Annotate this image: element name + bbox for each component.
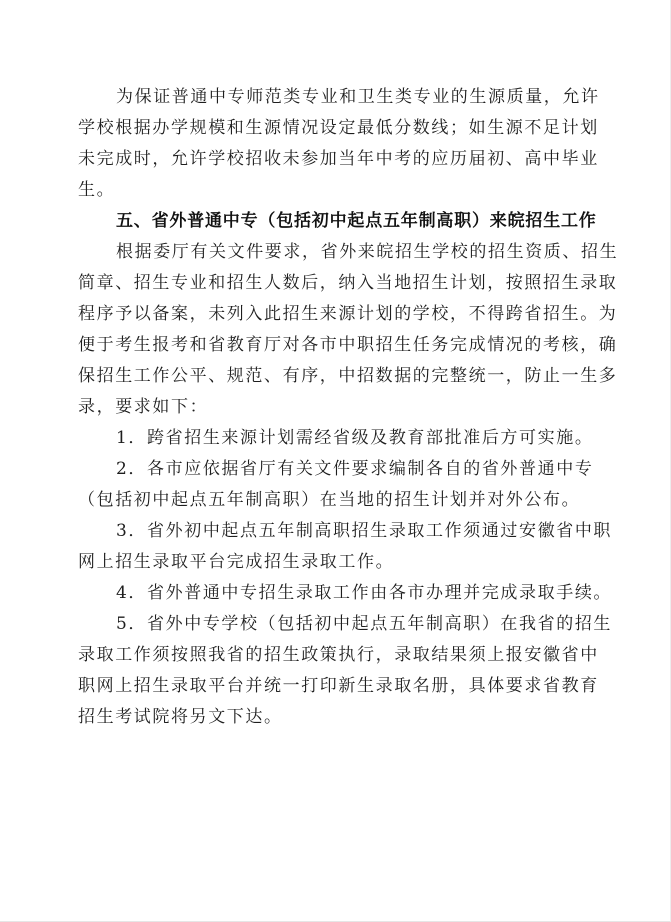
paragraph-line: 录，要求如下： [78,397,209,417]
list-item-continuation: 录取工作须按照我省的招生政策执行，录取结果须上报安徽省中 [78,645,599,665]
list-item-continuation: 网上招生录取平台完成招生录取工作。 [78,552,395,572]
list-item: 2．各市应依据省厅有关文件要求编制各自的省外普通中专 [116,459,594,479]
section-heading: 五、省外普通中专（包括初中起点五年制高职）来皖招生工作 [116,211,597,231]
paragraph-line: 根据委厅有关文件要求，省外来皖招生学校的招生资质、招生 [116,242,619,262]
list-item-continuation: （包括初中起点五年制高职）在当地的招生计划并对外公布。 [78,490,581,510]
paragraph-line: 程序予以备案，未列入此招生来源计划的学校，不得跨省招生。为 [78,304,618,324]
list-item: 3．省外初中起点五年制高职招生录取工作须通过安徽省中职 [116,521,613,541]
paragraph-line: 保招生工作公平、规范、有序，中招数据的完整统一，防止一生多 [78,366,618,386]
paragraph-line: 为保证普通中专师范类专业和卫生类专业的生源质量，允许 [116,87,600,107]
list-item-continuation: 职网上招生录取平台并统一打印新生录取名册，具体要求省教育 [78,676,599,696]
paragraph-line: 未完成时，允许学校招收未参加当年中考的应历届初、高中毕业 [78,149,599,169]
paragraph-line: 生。 [78,180,116,200]
list-item: 5．省外中专学校（包括初中起点五年制高职）在我省的招生 [116,614,613,634]
paragraph-line: 便于考生报考和省教育厅对各市中职招生任务完成情况的考核，确 [78,335,618,355]
document-body [78,82,619,733]
list-item: 1．跨省招生来源计划需经省级及教育部批准后方可实施。 [116,428,594,448]
list-item: 4．省外普通中专招生录取工作由各市办理并完成录取手续。 [116,583,613,603]
list-item-continuation: 招生考试院将另文下达。 [78,707,283,727]
paragraph-line: 简章、招生专业和招生人数后，纳入当地招生计划，按照招生录取 [78,273,618,293]
paragraph-line: 学校根据办学规模和生源情况设定最低分数线；如生源不足计划 [78,118,599,138]
